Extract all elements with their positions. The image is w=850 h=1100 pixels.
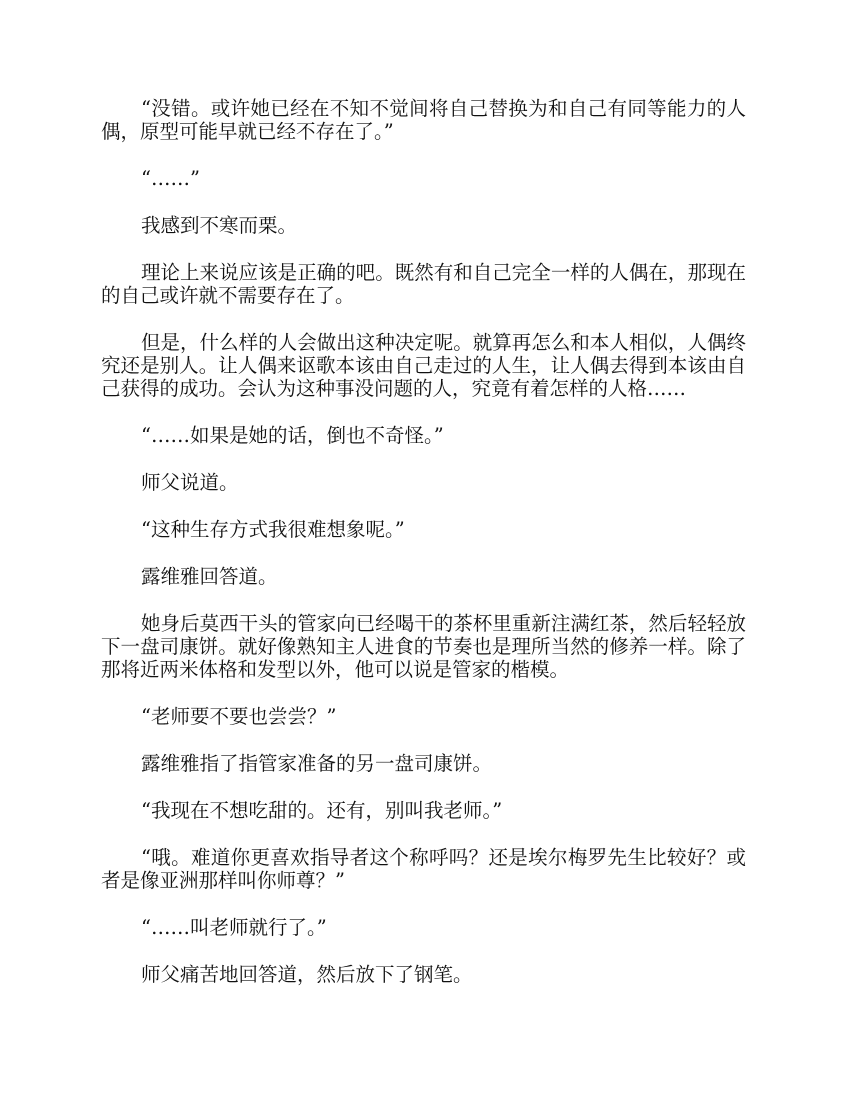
paragraph: “我现在不想吃甜的。还有，别叫我老师。” (141, 799, 503, 822)
paragraph: “老师要不要也尝尝？” (141, 705, 337, 728)
paragraph: 露维雅指了指管家准备的另一盘司康饼。 (141, 752, 493, 775)
paragraph: 师父痛苦地回答道，然后放下了钢笔。 (141, 963, 473, 986)
paragraph: 我感到不寒而栗。 (141, 214, 298, 237)
paragraph: 师父说道。 (141, 471, 239, 494)
body-text (101, 97, 746, 986)
paragraph: 理论上来说应该是正确的吧。既然有和自己完全一样的人偶在，那现在的自己或许就不需要存在了。 (101, 261, 746, 307)
paragraph: “这种生存方式我很难想象呢。” (141, 518, 405, 541)
paragraph: “……” (141, 167, 200, 190)
paragraph: 露维雅回答道。 (141, 565, 278, 588)
paragraph: “……如果是她的话，倒也不奇怪。” (141, 424, 444, 447)
paragraph: “没错。或许她已经在不知不觉间将自己替换为和自己有同等能力的人偶，原型可能早就已经不存在了。” (101, 97, 746, 143)
paragraph: 她身后莫西干头的管家向已经喝干的茶杯里重新注满红茶，然后轻轻放下一盘司康饼。就好像熟知主人进食的节奏也是理所当然的修养一样。除了那将近两米体格和发型以外，他可以说是管家的楷模。 (101, 612, 746, 681)
paragraph: “……叫老师就行了。” (141, 916, 327, 939)
paragraph: 但是，什么样的人会做出这种决定呢。就算再怎么和本人相似，人偶终究还是别人。让人偶来讴歌本该由自己走过的人生，让人偶去得到本该由自己获得的成功。会认为这种事没问题的人，究竟有着怎样的人格…… (101, 331, 746, 400)
paragraph: “哦。难道你更喜欢指导者这个称呼吗？还是埃尔梅罗先生比较好？或者是像亚洲那样叫你师尊？” (101, 846, 746, 892)
